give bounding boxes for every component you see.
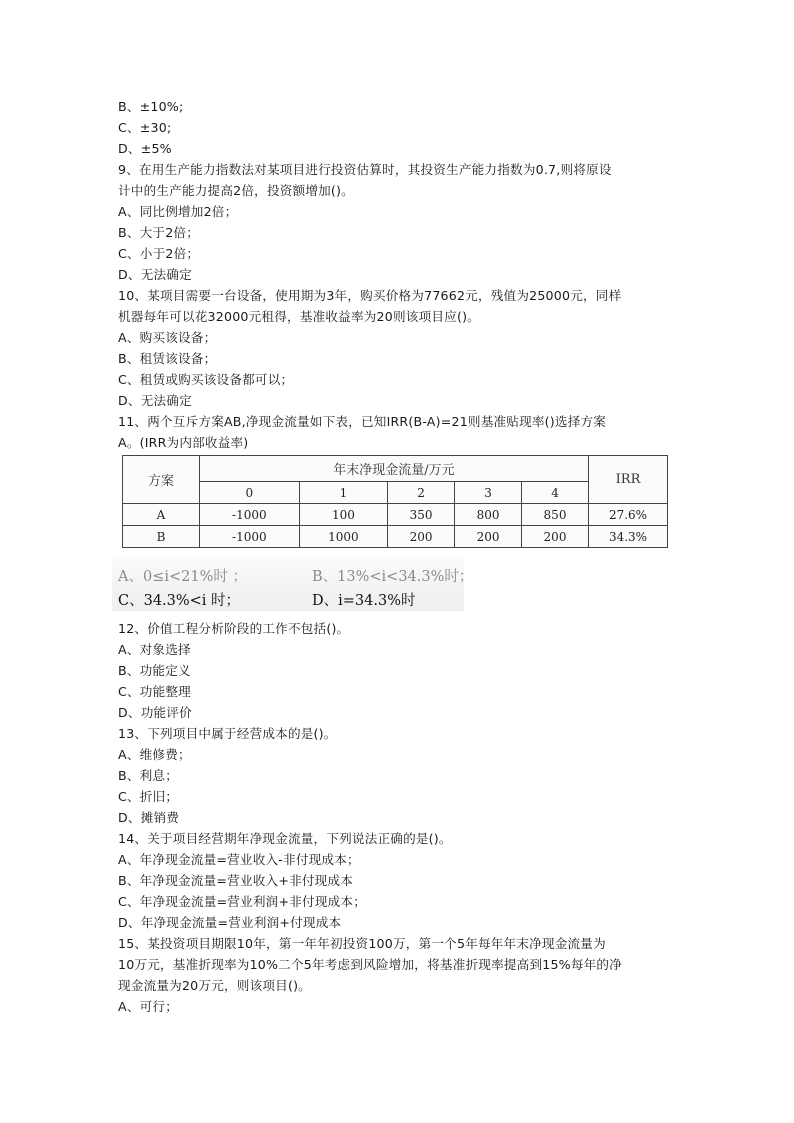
q11-stem-line2: A。(IRR为内部收益率)	[118, 435, 249, 450]
q12-option-c: C、功能整理	[118, 684, 191, 699]
table-header-year: 4	[522, 482, 589, 504]
q15-stem-line3: 现金流量为20万元，则该项目()。	[118, 978, 311, 993]
q9-option-c: C、小于2倍；	[118, 246, 200, 261]
table-cell: 1000	[299, 526, 387, 548]
table-row	[123, 526, 668, 548]
table-cell: 200	[455, 526, 522, 548]
table-cell-irr: 34.3%	[589, 526, 668, 548]
q11-option-c: C、34.3%<i 时；	[118, 593, 241, 609]
q13-option-b: B、利息；	[118, 768, 179, 783]
q10-stem-line1: 10、某项目需要一台设备，使用期为3年，购买价格为77662元，残值为25000元，同样	[118, 288, 622, 303]
table-cell-scheme: B	[123, 526, 200, 548]
q15-option-a: A、可行；	[118, 999, 178, 1014]
q14-option-b: B、年净现金流量=营业收入+非付现成本	[118, 873, 354, 888]
q15-stem-line2: 10万元，基准折现率为10%二个5年考虑到风险增加，将基准折现率提高到15%每年的净	[118, 957, 623, 972]
q11-option-d: D、i=34.3%时	[312, 593, 416, 609]
table-cell: 100	[299, 504, 387, 526]
table-cell: 850	[522, 504, 589, 526]
q10-stem-line2: 机器每年可以花32000元租得，基准收益率为20则该项目应()。	[118, 309, 480, 324]
table-header-year: 0	[200, 482, 300, 504]
table-header-scheme: 方案	[123, 456, 200, 504]
q14-option-a: A、年净现金流量=营业收入-非付现成本；	[118, 852, 360, 867]
q9-option-a: A、同比例增加2倍；	[118, 204, 238, 219]
q13-stem: 13、下列项目中属于经营成本的是()。	[118, 726, 337, 741]
q14-option-c: C、年净现金流量=营业利润+非付现成本；	[118, 894, 366, 909]
table-header-year: 3	[455, 482, 522, 504]
table-row	[123, 504, 668, 526]
table-cell: 350	[388, 504, 455, 526]
q10-option-d: D、无法确定	[118, 393, 192, 408]
table-header-year: 2	[388, 482, 455, 504]
q11-stem-line1: 11、两个互斥方案AB,净现金流量如下表，已知IRR(B-A)=21则基准贴现率()选择方案	[118, 414, 607, 429]
q11-option-a: A、0≤i<21%时 ；	[118, 569, 247, 585]
q11-option-b: B、13%<i<34.3%时；	[312, 569, 474, 585]
q13-option-c: C、折旧；	[118, 789, 179, 804]
q10-option-a: A、购买该设备；	[118, 330, 217, 345]
q12-option-a: A、对象选择	[118, 642, 191, 657]
table-header-irr: IRR	[589, 456, 668, 504]
table-header-cash-flow: 年末净现金流量/万元	[200, 456, 589, 482]
table-cell: -1000	[200, 504, 300, 526]
table-cell: 200	[522, 526, 589, 548]
q8-option-b: B、±10%;	[118, 99, 184, 114]
table-header-year: 1	[299, 482, 387, 504]
q12-option-b: B、功能定义	[118, 663, 191, 678]
q10-option-c: C、租赁或购买该设备都可以；	[118, 372, 294, 387]
q9-option-d: D、无法确定	[118, 267, 192, 282]
table-cell: 200	[388, 526, 455, 548]
q13-option-d: D、摊销费	[118, 810, 180, 825]
q9-stem-line1: 9、在用生产能力指数法对某项目进行投资估算时，其投资生产能力指数为0.7,则将原设	[118, 162, 612, 177]
q12-option-d: D、功能评价	[118, 705, 192, 720]
q14-option-d: D、年净现金流量=营业利润+付现成本	[118, 915, 342, 930]
cash-flow-table	[122, 455, 668, 548]
table-cell: -1000	[200, 526, 300, 548]
q8-option-c: C、±30;	[118, 120, 172, 135]
q15-stem-line1: 15、某投资项目期限10年，第一年年初投资100万，第一个5年每年年末净现金流量为	[118, 936, 606, 951]
q13-option-a: A、维修费；	[118, 747, 191, 762]
q9-stem-line2: 计中的生产能力提高2倍，投资额增加()。	[118, 183, 354, 198]
table-cell-irr: 27.6%	[589, 504, 668, 526]
q9-option-b: B、大于2倍；	[118, 225, 200, 240]
q14-stem: 14、关于项目经营期年净现金流量，下列说法正确的是()。	[118, 831, 452, 846]
q10-option-b: B、租赁该设备；	[118, 351, 217, 366]
table-cell-scheme: A	[123, 504, 200, 526]
q12-stem: 12、价值工程分析阶段的工作不包括()。	[118, 621, 350, 636]
table-cell: 800	[455, 504, 522, 526]
q8-option-d: D、±5%	[118, 141, 172, 156]
